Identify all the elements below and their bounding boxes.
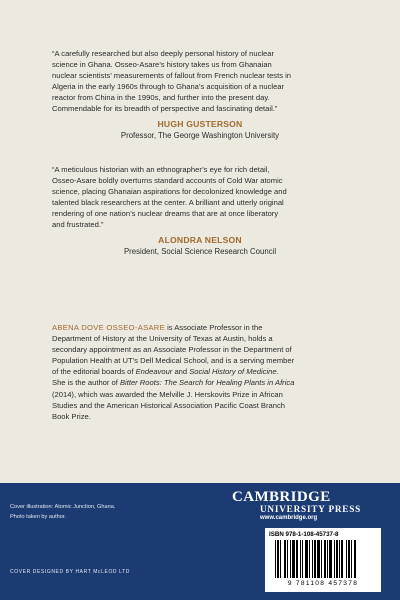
endorser-2	[0, 234, 400, 258]
isbn-number: ISBN 978-1-108-45737-8	[269, 531, 339, 538]
book-title: Bitter Roots: The Search for Healing Plants in Africa	[119, 378, 295, 388]
designer-credit: COVER DESIGNED BY HART McLEOD LTD	[10, 569, 131, 575]
bio-line	[52, 322, 350, 333]
bio-text: is Associate Professor in the	[164, 323, 263, 332]
barcode-bar	[309, 540, 310, 578]
endorsement-quote-1	[52, 48, 352, 115]
barcode-bar	[354, 540, 356, 578]
barcode-bar	[321, 540, 322, 578]
barcode-bar	[292, 540, 295, 578]
barcode-bar	[300, 540, 301, 578]
endorser-name: ALONDRA NELSON	[158, 235, 242, 245]
barcode-bar	[351, 540, 352, 578]
barcode-bar	[312, 540, 313, 578]
bio-line	[52, 377, 350, 388]
publisher-url: www.cambridge.org	[260, 515, 318, 521]
barcode-bar	[317, 540, 320, 578]
quote-line: science, placing Ghanaian aspirations for decolonized knowledge and	[52, 187, 287, 197]
endorser-affiliation: President, Social Science Research Council	[123, 247, 277, 256]
barcode-bar	[346, 540, 347, 578]
quote-line: Commendable for its breadth of perspective and fascinating detail.”	[52, 104, 278, 114]
journal-title: Endeavour	[135, 367, 173, 377]
barcode-bar	[324, 540, 326, 578]
barcode-bar	[305, 540, 308, 578]
publisher-logo	[232, 490, 392, 522]
endorsement-quote-2	[52, 164, 352, 231]
quote-line: science in Ghana. Osseo-Asare’s history takes us from Ghanaian	[52, 60, 272, 70]
isbn-barcode	[265, 528, 381, 592]
barcode-digits: 9 781108 457378	[287, 580, 359, 587]
barcode-bar	[287, 540, 288, 578]
barcode-bar	[329, 540, 332, 578]
barcode-bar	[284, 540, 286, 578]
bio-text: and	[172, 367, 190, 377]
quote-line: “A meticulous historian with an ethnographer’s eye for rich detail,	[52, 165, 270, 174]
barcode-bar	[275, 540, 276, 578]
bio-line: Department of History at the University of Texas at Austin, holds a	[52, 334, 273, 344]
cover-credits	[10, 503, 170, 522]
endorser-name: HUGH GUSTERSON	[157, 119, 243, 129]
bio-line: Population Health at UT’s Dell Medical School, and is a serving member	[52, 356, 295, 366]
barcode-bars-icon	[269, 540, 377, 580]
endorser-affiliation: Professor, The George Washington University	[120, 131, 280, 140]
cover-illustration-credit: Cover illustration: Atomic Junction, Ghana.	[10, 504, 116, 510]
bio-text: She is the author of	[52, 378, 120, 388]
bio-line: Studies and the American Historical Association Pacific Coast Branch	[52, 400, 285, 410]
quote-line: reactor from China in the 1990s, and further into the present day.	[52, 93, 270, 103]
quote-line: nuclear scientists’ measurements of fallout from French nuclear tests in	[52, 71, 292, 81]
author-bio	[52, 322, 350, 422]
quote-line: “A carefully researched but also deeply personal history of nuclear	[52, 49, 275, 58]
publisher-subtitle: UNIVERSITY PRESS	[260, 504, 362, 514]
barcode-bar	[277, 540, 279, 578]
barcode-bar	[280, 540, 281, 578]
author-name: ABENA DOVE OSSEO-ASARE	[52, 323, 165, 332]
quote-line: Algeria in the early 1960s through to Ghana’s acquisition of a nuclear	[52, 82, 285, 92]
barcode-bar	[302, 540, 303, 578]
quote-line: Osseo-Asare boldly overturns standard accounts of Cold War atomic	[52, 176, 283, 186]
barcode-bar	[296, 540, 298, 578]
endorser-1	[0, 118, 400, 142]
barcode-bar	[339, 540, 340, 578]
quote-line: rendering of one nation’s nuclear dreams that are at once liberatory	[52, 209, 279, 219]
journal-title: Social History of Medicine.	[189, 367, 279, 377]
barcode-bar	[341, 540, 343, 578]
bio-line: secondary appointment as an Associate Professor in the Department of	[52, 345, 292, 355]
barcode-bar	[336, 540, 338, 578]
bio-line	[52, 366, 350, 377]
quote-line: and frustrated.”	[52, 220, 104, 230]
publisher-name: CAMBRIDGE	[232, 489, 331, 505]
barcode-bar	[348, 540, 350, 578]
photo-credit: Photo taken by author.	[10, 513, 66, 520]
barcode-bar	[290, 540, 291, 578]
barcode-bar	[327, 540, 328, 578]
quote-line: talented black researchers at the center. A brilliant and utterly original	[52, 198, 284, 208]
bio-line: (2014), which was awarded the Melville J. Herskovits Prize in African	[52, 389, 283, 399]
bio-text: of the editorial boards of	[52, 367, 136, 377]
barcode-bar	[314, 540, 316, 578]
bio-line: Book Prize.	[52, 411, 91, 421]
barcode-bar	[334, 540, 335, 578]
